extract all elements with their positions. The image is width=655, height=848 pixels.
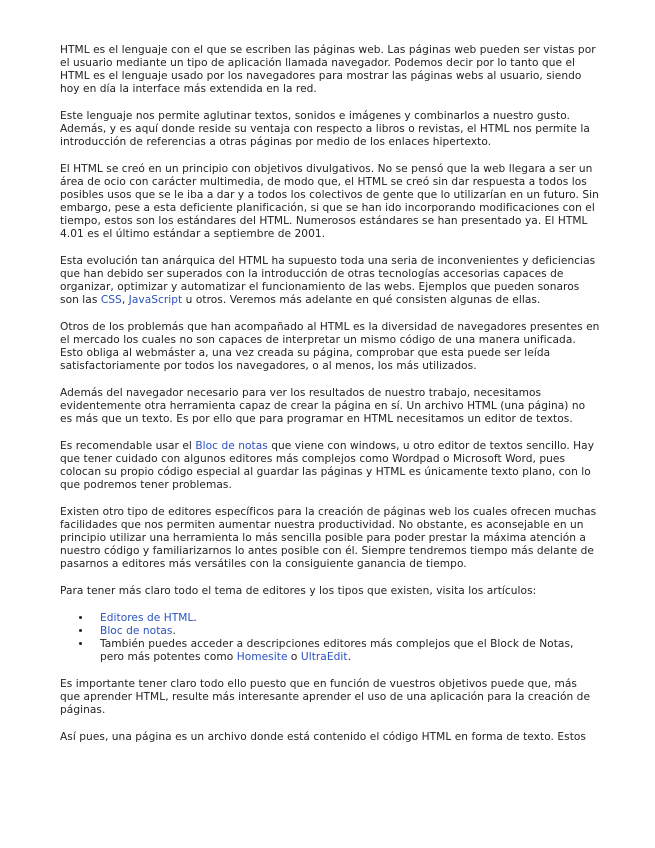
text-segment: . (193, 612, 197, 624)
paragraph-importante: Es importante tener claro todo ello puesto que en función de vuestros objetivos puede que, más que aprender HTML, resulte más interesante aprender el uso de una aplicación para la creación de páginas. (60, 678, 591, 716)
paragraph-final: Así pues, una página es un archivo donde está contenido el código HTML en forma de texto. Estos (60, 731, 586, 743)
paragraph-navegadores: Otros de los problemás que han acompañado al HTML es la diversidad de navegadores presentes en el mercado los cuales no son capaces de interpretar un mismo código de una manera unificada. Esto obliga al webmáster a, una vez creada su página, comprobar que esta puede ser leída satisfactoriamente por todos los navegadores, o al menos, los más utilizados. (60, 321, 600, 372)
paragraph-intro: HTML es el lenguaje con el que se escriben las páginas web. Las páginas web pueden ser vistas por el usuario mediante un tipo de aplicación llamada navegador. Podemos decir por lo tanto que el HTML es el lenguaje usado por los navegadores para mostrar las páginas webs al usuario, siendo hoy en día la interface más extendida en la red. (60, 44, 596, 95)
text-segment: u otros. Veremos más adelante en qué consisten algunas de ellas. (182, 294, 541, 306)
articles-list (60, 612, 600, 664)
paragraph-evolucion (60, 255, 600, 307)
text-segment: . (347, 651, 351, 663)
paragraph-articulos: Para tener más claro todo el tema de editores y los tipos que existen, visita los artículos: (60, 585, 537, 597)
paragraph-editores-especificos: Existen otro tipo de editores específicos para la creación de páginas web los cuales ofrecen muchas facilidades que nos permiten aumentar nuestra productividad. No obstante, es aconsejable en un principio utilizar una herramienta lo más sencilla posible para poder prestar la máxima atención a nuestro código y familiarizarnos lo antes posible con él. Siempre tendremos tiempo más delante de pasarnos a editores más versátiles con la consiguiente ganancia de tiempo. (60, 506, 597, 570)
homesite-link[interactable]: Homesite (236, 651, 288, 663)
paragraph-origen: El HTML se creó en un principio con objetivos divulgativos. No se pensó que la web llegara a ser un área de ocio con carácter multimedia, de modo que, el HTML se creó sin dar respuesta a todos los posibles usos que se le iba a dar y a todos los colectivos de gente que lo utilizarían en un futuro. Sin embargo, pese a esta deficiente planificación, si que se han ido incorporando modificaciones con el tiempo, estos son los estándares del HTML. Numerosos estándares se han presentado ya. El HTML 4.01 es el último estándar a septiembre de 2001. (60, 163, 599, 240)
text-segment: . (172, 625, 176, 637)
list-item (92, 625, 600, 638)
editores-html-link[interactable]: Editores de HTML (100, 612, 194, 624)
javascript-link[interactable]: JavaScript (128, 294, 183, 306)
bloc-de-notas-link[interactable]: Bloc de notas (195, 440, 268, 452)
bloc-notas-list-link[interactable]: Bloc de notas (100, 625, 173, 637)
text-segment: Esta evolución tan anárquica del HTML ha supuesto toda una seria de inconvenientes y deficiencias que han debido ser superados con la introducción de otras tecnologías accesorias capaces de organizar, optimizar y automatizar el funcionamiento de las webs. Ejemplos que pueden sonaros son las (60, 255, 596, 306)
text-segment: Es recomendable usar el (60, 440, 196, 452)
text-segment: que viene con windows, u otro editor de textos sencillo. Hay que tener cuidado con algunos editores más complejos como Wordpad o Microsoft Word, pues colocan su propio código especial al guardar las páginas y HTML es únicamente texto plano, con lo que podremos tener problemas. (60, 440, 595, 491)
document-page (60, 44, 600, 758)
list-item (92, 638, 600, 664)
ultraedit-link[interactable]: UltraEdit (300, 651, 348, 663)
list-item (92, 612, 600, 625)
text-segment: , (121, 294, 129, 306)
css-link[interactable]: CSS (100, 294, 122, 306)
paragraph-aglutinar: Este lenguaje nos permite aglutinar textos, sonidos e imágenes y combinarlos a nuestro gusto. Además, y es aquí donde reside su ventaja con respecto a libros o revistas, el HTML nos permite la introducción de referencias a otras páginas por medio de los enlaces hipertexto. (60, 110, 590, 148)
paragraph-editor: Además del navegador necesario para ver los resultados de nuestro trabajo, necesitamos evidentemente otra herramienta capaz de crear la página en sí. Un archivo HTML (una página) no es más que un texto. Es por ello que para programar en HTML necesitamos un editor de textos. (60, 387, 586, 425)
text-segment: o (287, 651, 301, 663)
paragraph-bloc (60, 440, 600, 492)
text-segment: También puedes acceder a descripciones editores más complejos que el Block de Notas, pero más potentes como (100, 638, 574, 663)
